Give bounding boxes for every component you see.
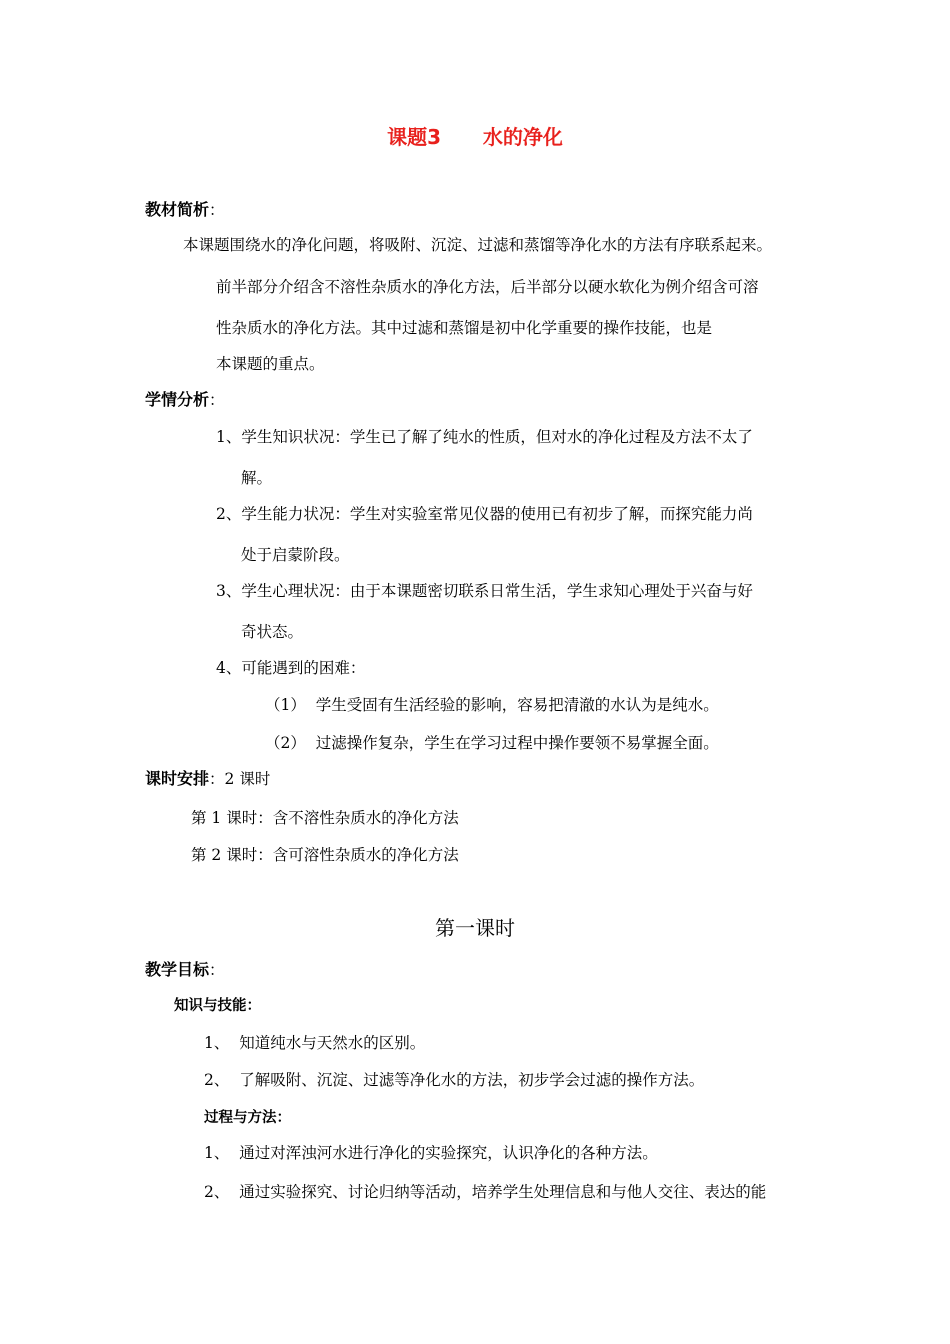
students-item-1: 1、学生知识状况：学生已了解了纯水的性质，但对水的净化过程及方法不太了: [216, 428, 753, 446]
schedule-heading-colon: ：: [209, 770, 225, 788]
document-title: 课题3 水的净化: [387, 125, 563, 149]
students-heading: 学情分析: [145, 390, 210, 409]
students-heading-line: [145, 390, 225, 410]
objectives-heading: 教学目标: [145, 960, 210, 979]
students-item-2: 2、学生能力状况：学生对实验室常见仪器的使用已有初步了解，而探究能力尚: [216, 505, 753, 523]
material-heading: 教材简析: [145, 200, 210, 219]
students-heading-colon: ：: [209, 391, 225, 409]
schedule-value: 2 课时: [224, 770, 271, 788]
students-item-4: 4、可能遇到的困难：: [216, 659, 366, 677]
students-item-3-cont: 奇状态。: [241, 623, 304, 641]
schedule-item-1: 第 1 课时：含不溶性杂质水的净化方法: [191, 809, 459, 827]
objectives-heading-line: [145, 960, 225, 980]
material-line-4: 本课题的重点。: [216, 355, 325, 373]
material-line-3: 性杂质水的净化方法。其中过滤和蒸馏是初中化学重要的操作技能，也是: [216, 319, 713, 337]
schedule-heading: 课时安排: [145, 769, 210, 788]
knowledge-item-1: 1、 知道纯水与天然水的区别。: [204, 1034, 426, 1052]
students-item-2-cont: 处于启蒙阶段。: [241, 546, 350, 564]
objectives-heading-colon: ：: [209, 961, 225, 979]
difficulty-item-1: （1） 学生受固有生活经验的影响，容易把清澈的水认为是纯水。: [265, 696, 719, 714]
schedule-heading-line: [145, 769, 270, 789]
schedule-item-2: 第 2 课时：含可溶性杂质水的净化方法: [191, 846, 459, 864]
material-heading-colon: ：: [209, 201, 225, 219]
students-item-1-cont: 解。: [241, 469, 273, 487]
process-item-1: 1、 通过对浑浊河水进行净化的实验探究，认识净化的各种方法。: [204, 1144, 658, 1162]
process-item-2: 2、 通过实验探究、讨论归纳等活动，培养学生处理信息和与他人交往、表达的能: [204, 1183, 767, 1201]
students-item-3: 3、学生心理状况：由于本课题密切联系日常生活，学生求知心理处于兴奋与好: [216, 582, 753, 600]
material-line-1: 本课题围绕水的净化问题，将吸附、沉淀、过滤和蒸馏等净化水的方法有序联系起来。: [183, 236, 773, 254]
knowledge-item-2: 2、 了解吸附、沉淀、过滤等净化水的方法，初步学会过滤的操作方法。: [204, 1071, 705, 1089]
material-line-2: 前半部分介绍含不溶性杂质水的净化方法，后半部分以硬水软化为例介绍含可溶: [216, 278, 759, 296]
knowledge-heading: 知识与技能：: [174, 998, 261, 1014]
lesson-title: 第一课时: [435, 916, 515, 940]
difficulty-item-2: （2） 过滤操作复杂，学生在学习过程中操作要领不易掌握全面。: [265, 734, 719, 752]
process-heading: 过程与方法：: [204, 1110, 291, 1126]
material-heading-line: [145, 200, 225, 220]
